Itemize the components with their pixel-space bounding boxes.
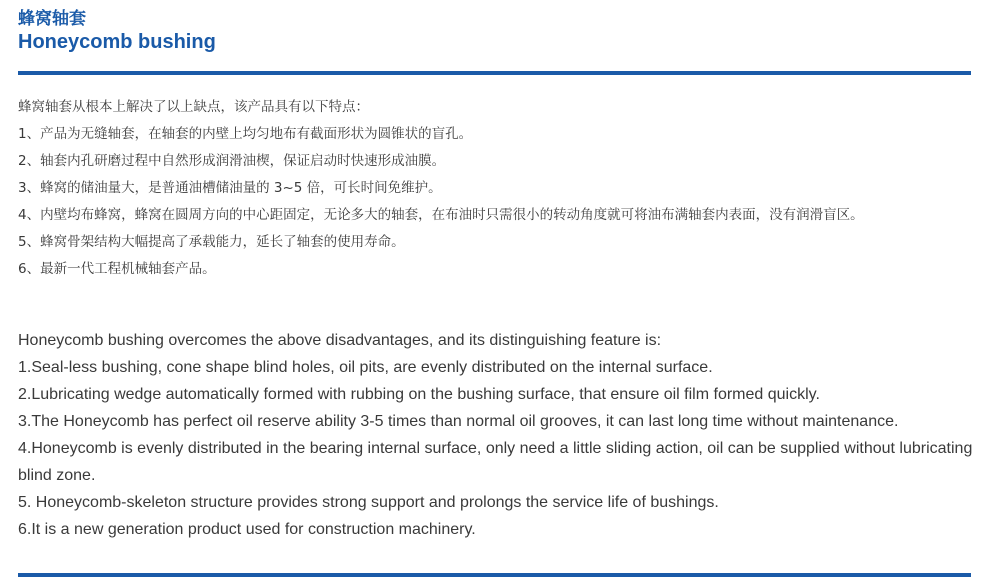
chinese-feature-item: 3、蜂窝的储油量大，是普通油槽储油量的 3~5 倍，可长时间免维护。 [18, 180, 442, 196]
english-feature-item: 4.Honeycomb is evenly distributed in the bearing internal surface, only need a little sliding action, oil can be supplied without lubricating blind zone. [18, 440, 973, 484]
english-feature-section [18, 327, 983, 543]
footer-divider [18, 573, 971, 577]
chinese-intro: 蜂窝轴套从根本上解决了以上缺点，该产品具有以下特点： [18, 99, 369, 115]
page-header [18, 8, 216, 54]
english-feature-item: 5. Honeycomb-skeleton structure provides strong support and prolongs the service life of bushings. [18, 494, 719, 511]
english-feature-item: 2.Lubricating wedge automatically formed with rubbing on the bushing surface, that ensure oil film formed quickly. [18, 386, 820, 403]
english-feature-item: 1.Seal-less bushing, cone shape blind holes, oil pits, are evenly distributed on the internal surface. [18, 359, 713, 376]
chinese-feature-item: 2、轴套内孔研磨过程中自然形成润滑油楔，保证启动时快速形成油膜。 [18, 153, 446, 169]
english-intro: Honeycomb bushing overcomes the above disadvantages, and its distinguishing feature is: [18, 332, 662, 349]
page-title-chinese: 蜂窝轴套 [18, 9, 86, 29]
chinese-feature-item: 6、最新一代工程机械轴套产品。 [18, 261, 216, 277]
english-feature-item: 3.The Honeycomb has perfect oil reserve ability 3-5 times than normal oil grooves, it can last long time without maintenance. [18, 413, 899, 430]
chinese-feature-section [18, 94, 983, 283]
chinese-feature-item: 1、产品为无缝轴套，在轴套的内壁上均匀地布有截面形状为圆锥状的盲孔。 [18, 126, 473, 142]
chinese-feature-item: 4、内壁均布蜂窝，蜂窝在圆周方向的中心距固定，无论多大的轴套，在布油时只需很小的转动角度就可将油布满轴套内表面，没有润滑盲区。 [18, 207, 864, 223]
header-divider [18, 71, 971, 75]
english-feature-item: 6.It is a new generation product used for construction machinery. [18, 521, 476, 538]
page-title-english: Honeycomb bushing [18, 31, 216, 53]
chinese-feature-item: 5、蜂窝骨架结构大幅提高了承载能力，延长了轴套的使用寿命。 [18, 234, 405, 250]
